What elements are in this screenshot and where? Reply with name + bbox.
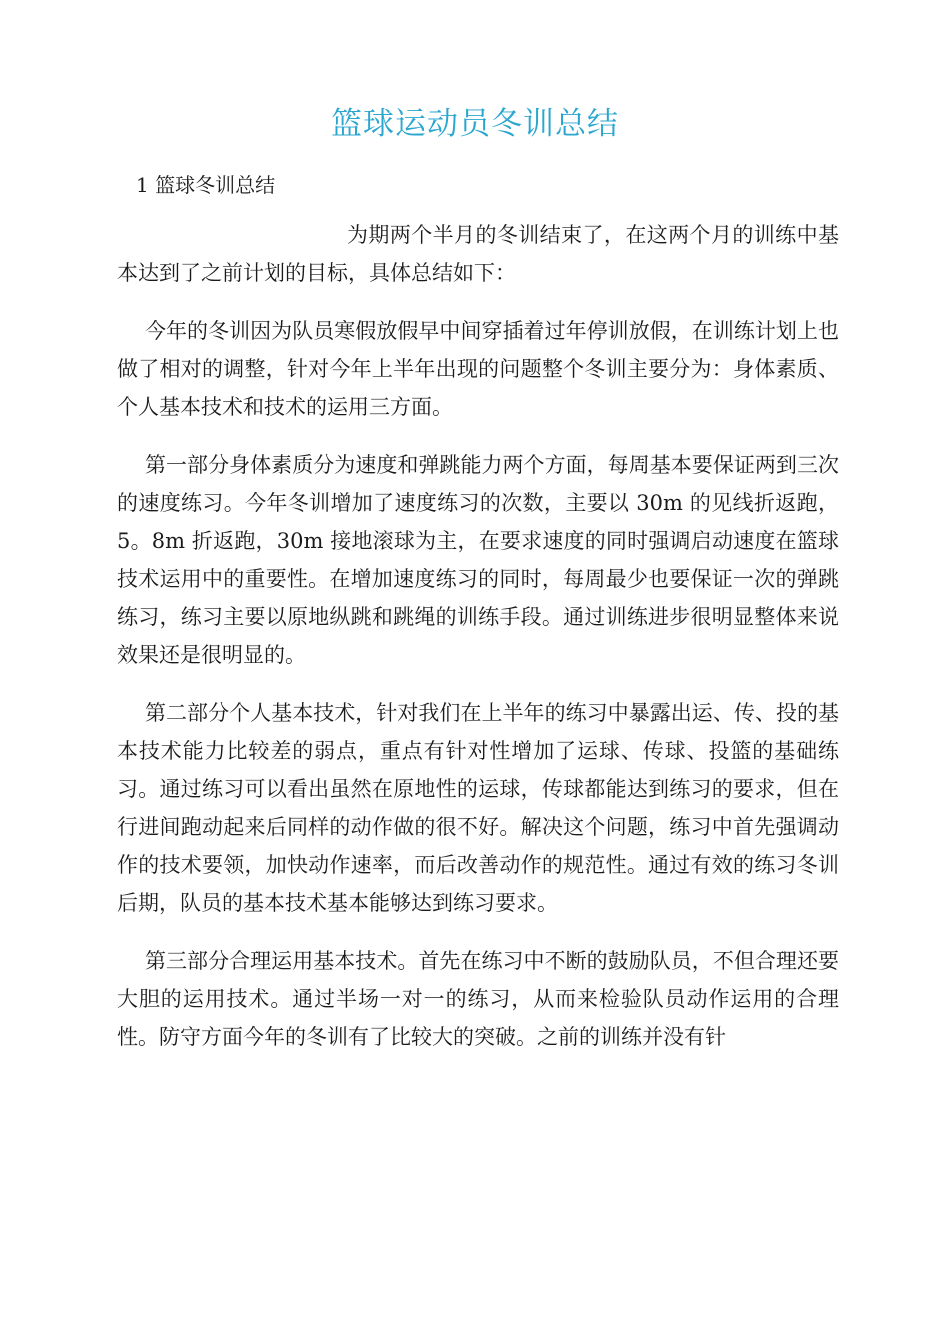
section-heading: 1 篮球冬训总结 [136, 173, 276, 197]
paragraph-overview: 今年的冬训因为队员寒假放假早中间穿插着过年停训放假，在训练计划上也做了相对的调整，针对今年上半年出现的问题整个冬训主要分为：身体素质、个人基本技术和技术的运用三方面。 [117, 319, 839, 419]
paragraph-technique-application: 第三部分合理运用基本技术。首先在练习中不断的鼓励队员，不但合理还要大胆的运用技术。通过半场一对一的练习，从而来检验队员动作运用的合理性。防守方面今年的冬训有了比较大的突破。之前的训练并没有针 [117, 949, 839, 1049]
paragraph-physical-quality: 第一部分身体素质分为速度和弹跳能力两个方面，每周基本要保证两到三次的速度练习。今年冬训增加了速度练习的次数，主要以 30m 的见线折返跑，5。8m 折返跑，30m 接地滚球为主，在要求速度的同时强调启动速度在篮球技术运用中的重要性。在增加速度练习的同时，每周最少也要保证一次的弹跳练习，练习主要以原地纵跳和跳绳的训练手段。通过训练进步很明显整体来说效果还是很明显的。 [117, 453, 839, 667]
document-body [117, 216, 839, 1076]
document-title: 篮球运动员冬训总结 [331, 106, 619, 142]
paragraph-basic-technique: 第二部分个人基本技术，针对我们在上半年的练习中暴露出运、传、投的基本技术能力比较差的弱点，重点有针对性增加了运球、传球、投篮的基础练习。通过练习可以看出虽然在原地性的运球，传球都能达到练习的要求，但在行进间跑动起来后同样的动作做的很不好。解决这个问题，练习中首先强调动作的技术要领，加快动作速率，而后改善动作的规范性。通过有效的练习冬训后期，队员的基本技术基本能够达到练习要求。 [117, 701, 839, 915]
paragraph-intro: 为期两个半月的冬训结束了，在这两个月的训练中基本达到了之前计划的目标，具体总结如下： [117, 223, 839, 285]
